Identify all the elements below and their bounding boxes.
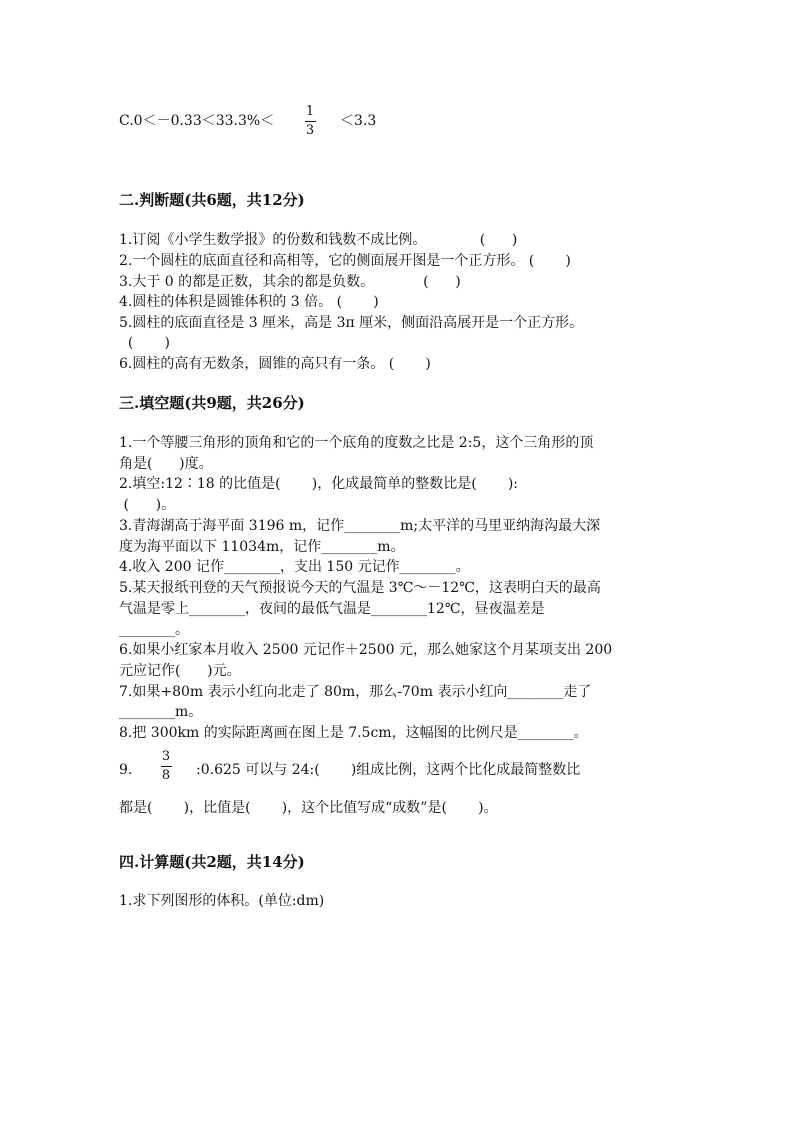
section-3-heading: 三.填空题(共9题，共26分) — [119, 394, 305, 412]
fill-line-15: 8.把 300km 的实际距离画在图上是 7.5cm，这幅图的比例尺是________。 — [119, 725, 588, 741]
option-c-fraction — [303, 105, 317, 138]
fill-line-9: 气温是零上________，夜间的最低气温是________12℃，昼夜温差是 — [119, 601, 545, 617]
judge-item-2: 2.一个圆柱的底面直径和高相等，它的侧面展开图是一个正方形。 ( ) — [119, 253, 571, 269]
judge-item-6: 6.圆柱的高有无数条，圆锥的高只有一条。 ( ) — [119, 356, 431, 372]
q9-text: :0.625 可以与 24:( )组成比例，这两个比化成最简整数比 — [196, 762, 581, 778]
fraction-denominator: 8 — [161, 768, 171, 783]
fill-line-5: 3.青海湖高于海平面 3196 m，记作________m;太平洋的马里亚纳海沟最大深 — [119, 518, 601, 534]
fraction-bar — [161, 766, 172, 767]
fill-line-3: 2.填空:12∶18 的比值是( )，化成最简单的整数比是( ): — [119, 476, 519, 492]
fraction-numerator: 3 — [161, 749, 171, 764]
section-4-heading: 四.计算题(共2题，共14分) — [119, 853, 305, 871]
fraction-bar — [305, 121, 316, 122]
judge-item-1: 1.订阅《小学生数学报》的份数和钱数不成比例。 ( ) — [119, 232, 518, 248]
fill-line-7: 4.收入 200 记作________，支出 150 元记作________。 — [119, 559, 470, 575]
judge-item-4: 4.圆柱的体积是圆锥体积的 3 倍。 ( ) — [119, 294, 379, 310]
fill-line-14: ________m。 — [119, 704, 203, 720]
fill-line-8: 5.某天报纸刊登的天气预报说今天的气温是 3℃～－12℃，这表明白天的最高 — [119, 580, 601, 596]
fill-line-10: ________。 — [119, 622, 189, 638]
fill-line-4: ( )。 — [119, 497, 176, 513]
fill-line-2: 角是( )度。 — [119, 456, 213, 472]
section-2-heading: 二.判断题(共6题，共12分) — [119, 191, 305, 209]
fraction-denominator: 3 — [305, 123, 315, 138]
calc-item-1: 1.求下列图形的体积。(单位:dm) — [119, 893, 325, 909]
fill-line-12: 元应记作( )元。 — [119, 663, 241, 679]
judge-item-5-answer: ( ) — [119, 335, 170, 351]
fill-line-6: 度为海平面以下 11034m，记作________m。 — [119, 539, 405, 555]
q9-line-2: 都是( )，比值是( )，这个比值写成“成数”是( )。 — [119, 800, 498, 816]
fill-line-1: 1.一个等腰三角形的顶角和它的一个底角的度数之比是 2:5，这个三角形的顶 — [119, 435, 594, 451]
option-c-prefix: C.0＜－0.33＜33.3%＜ — [119, 113, 275, 129]
judge-item-3: 3.大于 0 的都是正数，其余的都是负数。 ( ) — [119, 274, 461, 290]
q9-fraction — [159, 750, 173, 783]
fraction-numerator: 1 — [305, 104, 315, 119]
q9-number: 9. — [119, 762, 133, 778]
fill-line-13: 7.如果+80m 表示小红向北走了 80m，那么-70m 表示小红向________走了 — [119, 684, 592, 700]
option-c-suffix: ＜3.3 — [340, 113, 377, 129]
judge-item-5: 5.圆柱的底面直径是 3 厘米，高是 3π 厘米，侧面沿高展开是一个正方形。 — [119, 315, 584, 331]
fill-line-11: 6.如果小红家本月收入 2500 元记作＋2500 元，那么她家这个月某项支出 200 — [119, 642, 613, 658]
